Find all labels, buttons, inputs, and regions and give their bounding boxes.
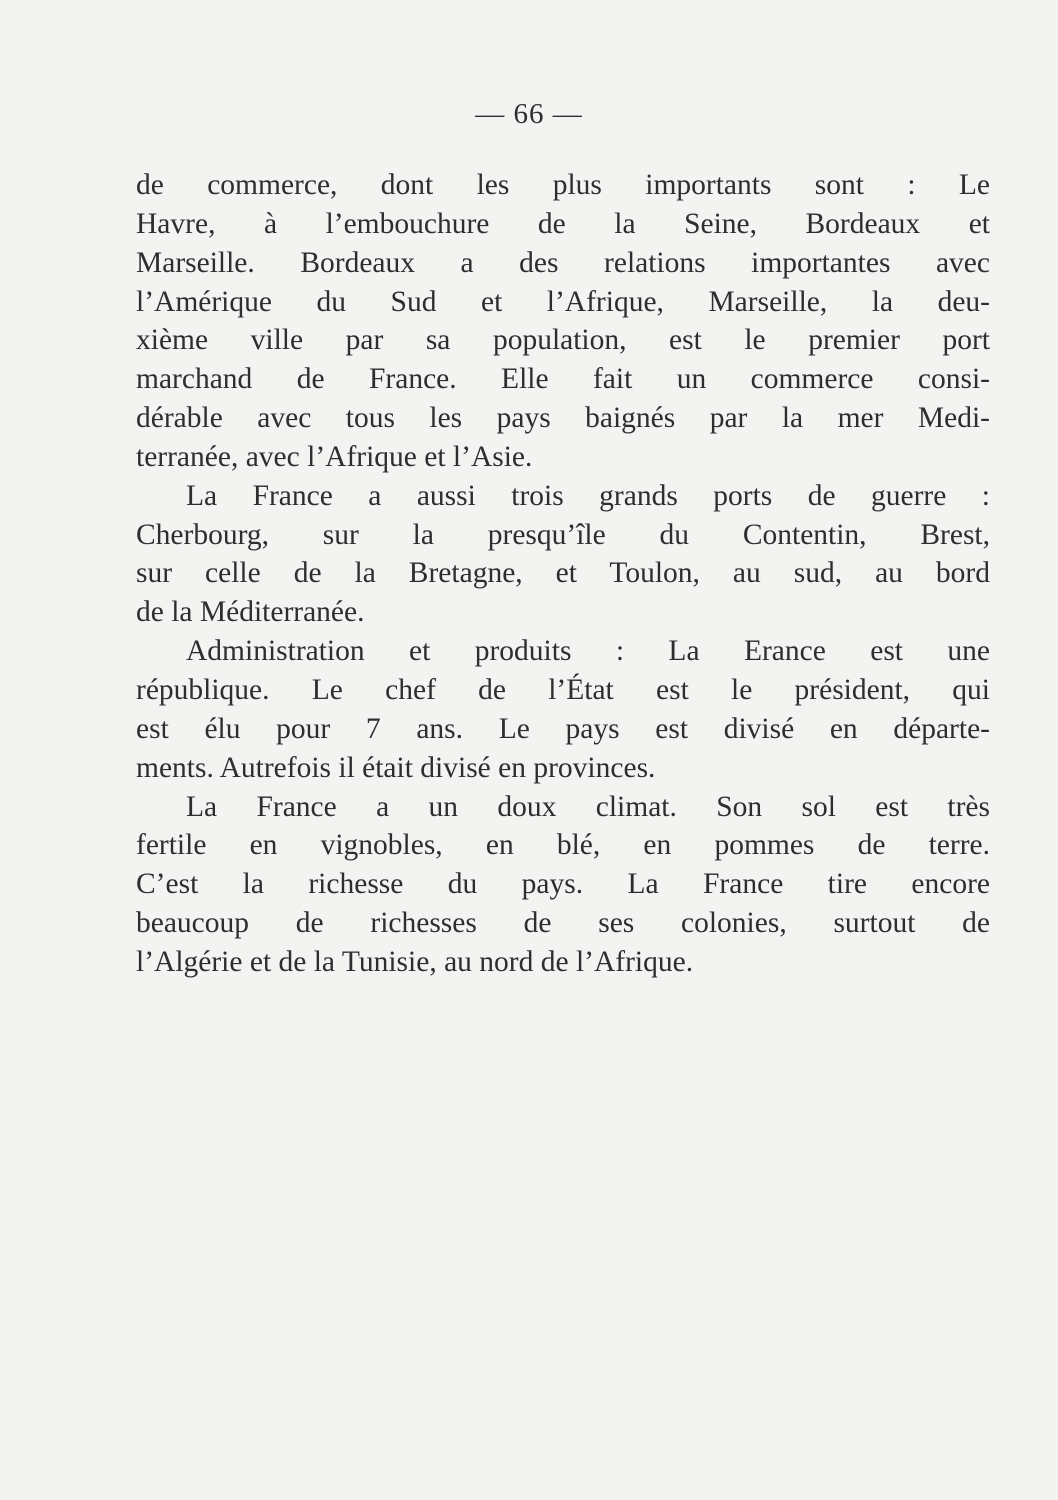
paragraph-climat	[136, 788, 990, 982]
page-number: — 66 —	[475, 98, 583, 130]
text-line: est élu pour 7 ans. Le pays est divisé en départe-	[136, 712, 990, 745]
paragraph-ports-guerre	[136, 477, 990, 632]
text-line: sur celle de la Bretagne, et Toulon, au sud, au bord	[136, 557, 990, 590]
text-line: dérable avec tous les pays baignés par la mer Medi-	[136, 402, 990, 435]
text-line: marchand de France. Elle fait un commerce consi-	[136, 363, 990, 396]
page-body-text	[136, 166, 990, 982]
text-line: terranée, avec l’Afrique et l’Asie.	[136, 440, 533, 473]
text-line: l’Amérique du Sud et l’Afrique, Marseille, la deu-	[136, 285, 990, 318]
text-line: ments. Autrefois il était divisé en provinces.	[136, 751, 656, 784]
text-line: fertile en vignobles, en blé, en pommes de terre.	[136, 829, 990, 862]
text-line: Administration et produits : La Erance est une	[186, 635, 990, 668]
text-line: xième ville par sa population, est le premier port	[136, 324, 990, 357]
text-line: La France a un doux climat. Son sol est très	[186, 790, 990, 823]
text-line: de commerce, dont les plus importants sont : Le	[136, 169, 990, 201]
text-line: Cherbourg, sur la presqu’île du Contentin, Brest,	[136, 518, 990, 551]
text-line: C’est la richesse du pays. La France tire encore	[136, 868, 990, 901]
text-line: beaucoup de richesses de ses colonies, surtout de	[136, 907, 990, 940]
paragraph-ports-commerce	[136, 166, 990, 477]
text-line: Marseille. Bordeaux a des relations importantes avec	[136, 246, 990, 279]
paragraph-administration	[136, 632, 990, 787]
text-line: l’Algérie et de la Tunisie, au nord de l’Afrique.	[136, 945, 694, 978]
text-line: La France a aussi trois grands ports de guerre :	[186, 479, 990, 512]
text-line: république. Le chef de l’État est le président, qui	[136, 673, 990, 706]
text-line: Havre, à l’embouchure de la Seine, Bordeaux et	[136, 207, 990, 240]
text-line: de la Méditerranée.	[136, 596, 365, 629]
